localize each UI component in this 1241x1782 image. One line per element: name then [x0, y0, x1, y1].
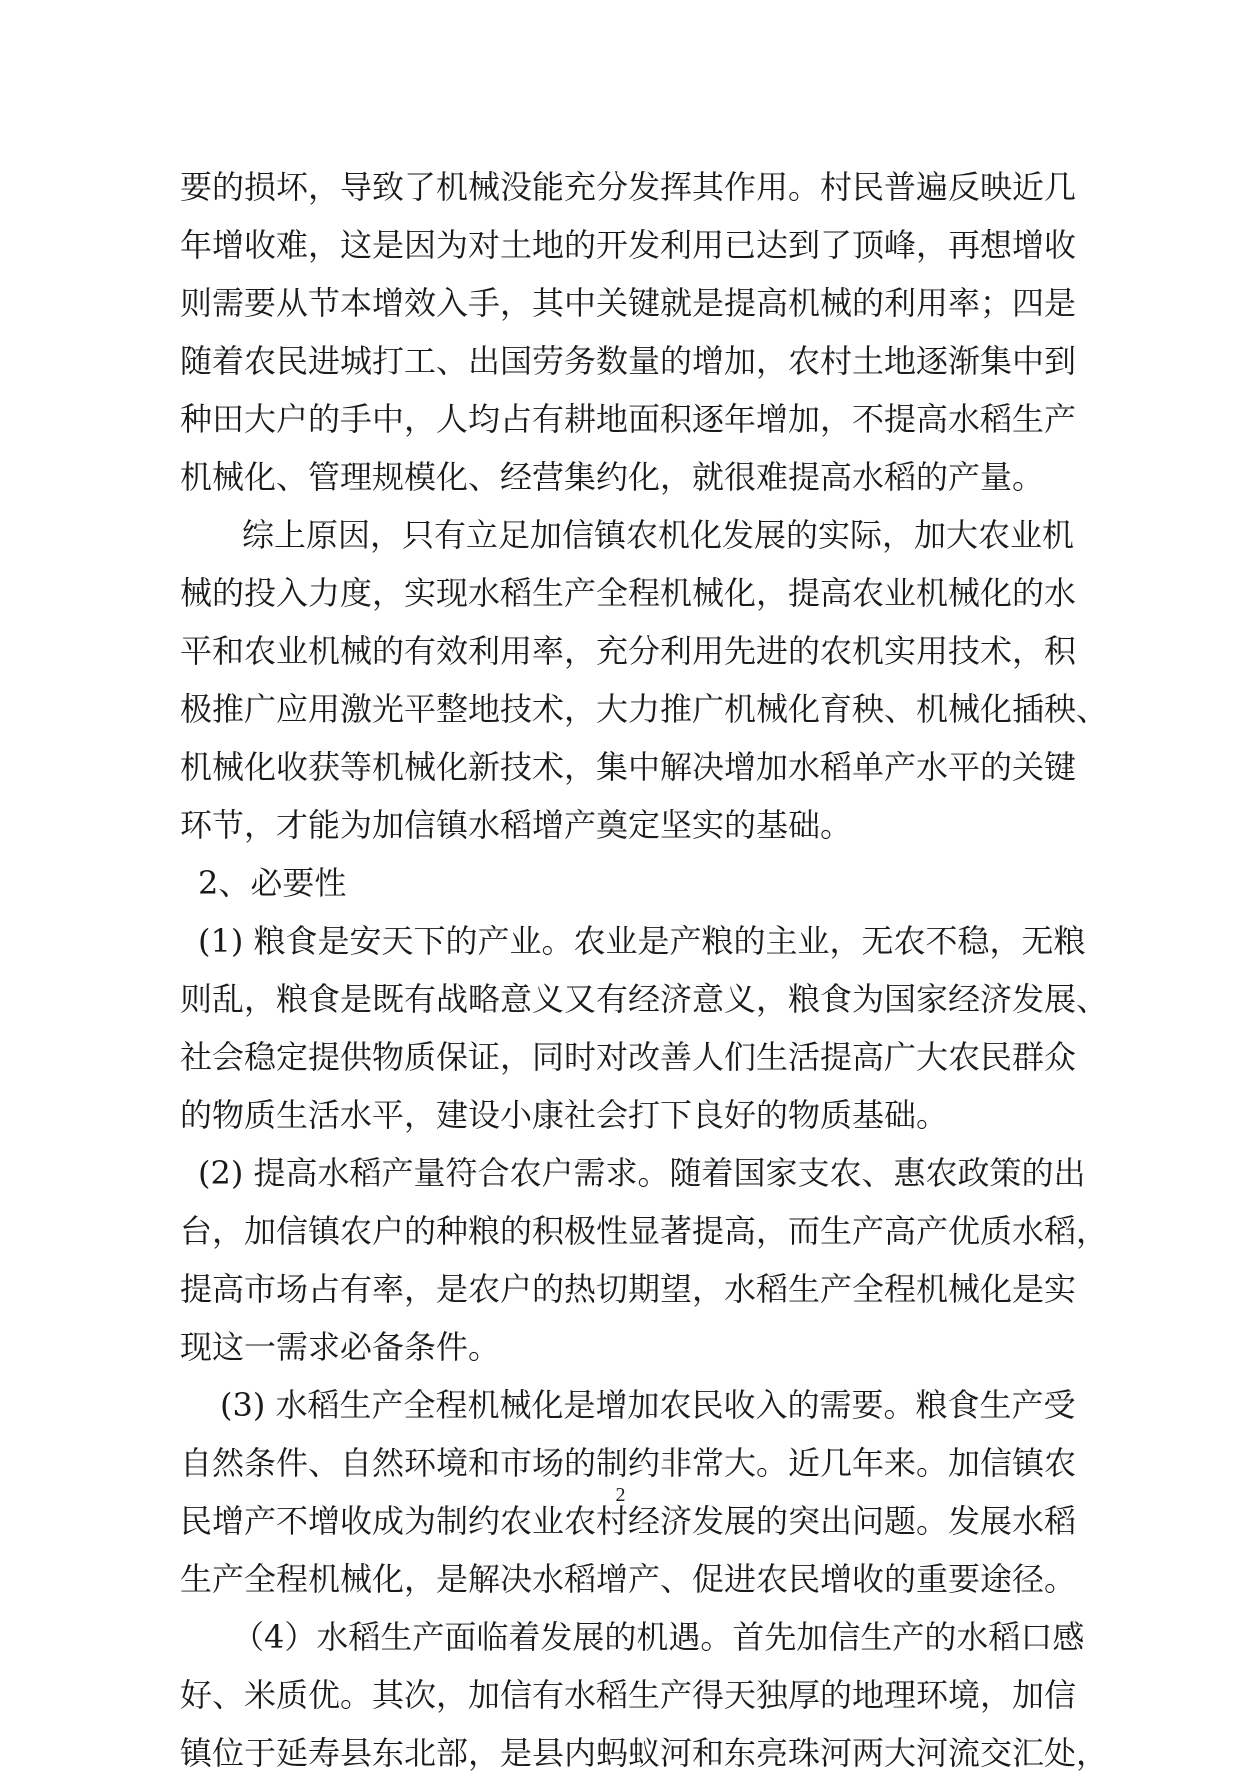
text-line: (1) 粮食是安天下的产业。农业是产粮的主业，无农不稳，无粮: [198, 922, 1086, 960]
text-line: 则乱，粮食是既有战略意义又有经济意义，粮食为国家经济发展、: [180, 980, 1109, 1018]
text-line: 社会稳定提供物质保证，同时对改善人们生活提高广大农民群众: [180, 1038, 1077, 1076]
text-line: 则需要从节本增效入手，其中关键就是提高机械的利用率；四是: [180, 284, 1077, 322]
text-line: 要的损坏，导致了机械没能充分发挥其作用。村民普遍反映近几: [180, 168, 1077, 206]
text-line: 极推广应用激光平整地技术，大力推广机械化育秧、机械化插秧、: [180, 690, 1109, 728]
text-line: 平和农业机械的有效利用率，充分利用先进的农机实用技术，积: [180, 632, 1077, 670]
text-line: 现这一需求必备条件。: [180, 1328, 501, 1366]
paragraph-continuation: [180, 158, 1077, 506]
paragraph-item-2: [180, 1144, 1109, 1376]
text-line: 机械化、管理规模化、经营集约化，就很难提高水稻的产量。: [180, 458, 1045, 496]
text-line: 种田大户的手中，人均占有耕地面积逐年增加，不提高水稻生产: [180, 400, 1077, 438]
page-number: 2: [615, 1484, 626, 1506]
heading-text: 2、必要性: [198, 864, 347, 902]
text-line: 的物质生活水平，建设小康社会打下良好的物质基础。: [180, 1096, 949, 1134]
text-line: 机械化收获等机械化新技术，集中解决增加水稻单产水平的关键: [180, 748, 1077, 786]
text-line: 生产全程机械化，是解决水稻增产、促进农民增收的重要途径。: [180, 1560, 1077, 1598]
text-line: 自然条件、自然环境和市场的制约非常大。近几年来。加信镇农: [180, 1444, 1077, 1482]
paragraph-item-4: [180, 1608, 1109, 1782]
document-body: [180, 158, 1109, 1782]
text-line: 镇位于延寿县东北部，是县内蚂蚁河和东亮珠河两大河流交汇处，: [180, 1734, 1109, 1772]
text-line: 综上原因，只有立足加信镇农机化发展的实际，加大农业机: [242, 516, 1075, 554]
text-line: 好、米质优。其次，加信有水稻生产得天独厚的地理环境，加信: [180, 1676, 1077, 1714]
text-line: 台，加信镇农户的种粮的积极性显著提高，而生产高产优质水稻，: [180, 1212, 1109, 1250]
text-line: 械的投入力度，实现水稻生产全程机械化，提高农业机械化的水: [180, 574, 1077, 612]
text-line: 民增产不增收成为制约农业农村经济发展的突出问题。发展水稻: [180, 1502, 1077, 1540]
text-line: (2) 提高水稻产量符合农户需求。随着国家支农、惠农政策的出: [198, 1154, 1086, 1192]
text-line: （4）水稻生产面临着发展的机遇。首先加信生产的水稻口感: [232, 1618, 1085, 1656]
text-line: 环节，才能为加信镇水稻增产奠定坚实的基础。: [180, 806, 853, 844]
text-line: 提高市场占有率，是农户的热切期望，水稻生产全程机械化是实: [180, 1270, 1077, 1308]
paragraph-item-1: [180, 912, 1109, 1144]
paragraph-summary: [180, 506, 1109, 854]
text-line: 年增收难，这是因为对土地的开发利用已达到了顶峰，再想增收: [180, 226, 1077, 264]
text-line: (3) 水稻生产全程机械化是增加农民收入的需要。粮食生产受: [220, 1386, 1076, 1424]
text-line: 随着农民进城打工、出国劳务数量的增加，农村土地逐渐集中到: [180, 342, 1077, 380]
section-heading: [180, 854, 1060, 912]
